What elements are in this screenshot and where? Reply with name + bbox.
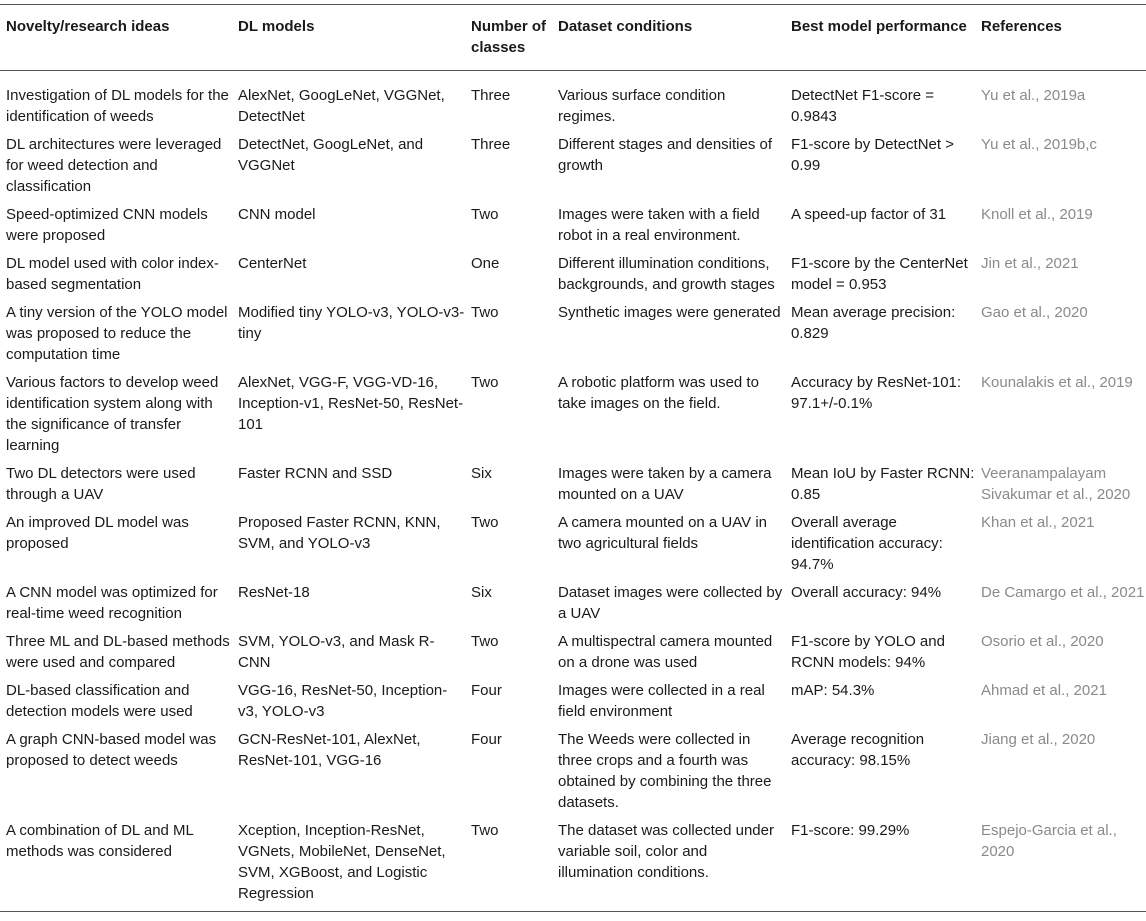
reference-cell: Kounalakis et al., 2019	[981, 374, 1133, 391]
reference-cell: Gao et al., 2020	[981, 304, 1088, 321]
reference-cell: Yu et al., 2019a	[981, 87, 1086, 104]
performance-cell: DetectNet F1-score = 0.9843	[791, 87, 934, 125]
classes-cell: Two	[471, 514, 499, 531]
reference-cell: De Camargo et al., 2021	[981, 584, 1145, 601]
reference-cell: Yu et al., 2019b,c	[981, 136, 1097, 153]
dl-models-cell: CNN model	[238, 206, 316, 223]
header-row	[0, 5, 1146, 71]
header-number-of-classes: Number of classes	[471, 18, 546, 56]
novelty-cell: DL model used with color index-based segmentation	[6, 255, 219, 293]
reference-cell: Veeranampalayam Sivakumar et al., 2020	[981, 465, 1131, 503]
classes-cell: Four	[471, 682, 502, 699]
novelty-cell: Speed-optimized CNN models were proposed	[6, 206, 208, 244]
performance-cell: Overall average identification accuracy: 94.7%	[791, 514, 943, 573]
novelty-cell: A CNN model was optimized for real-time weed recognition	[6, 584, 218, 622]
reference-cell: Jiang et al., 2020	[981, 731, 1096, 748]
table-header	[0, 5, 1146, 71]
classes-cell: Two	[471, 206, 499, 223]
classes-cell: Six	[471, 584, 492, 601]
novelty-cell: DL architectures were leveraged for weed detection and classification	[6, 136, 222, 195]
table-row	[0, 298, 1146, 368]
dl-models-cell: SVM, YOLO-v3, and Mask R-CNN	[238, 633, 435, 671]
table-row	[0, 71, 1146, 131]
classes-cell: One	[471, 255, 500, 272]
classes-cell: Three	[471, 87, 511, 104]
table-row	[0, 368, 1146, 459]
dataset-conditions-cell: A robotic platform was used to take images on the field.	[558, 374, 759, 412]
header-dl-models: DL models	[238, 18, 315, 35]
performance-cell: F1-score by YOLO and RCNN models: 94%	[791, 633, 945, 671]
dl-models-cell: Faster RCNN and SSD	[238, 465, 393, 482]
dl-models-cell: ResNet-18	[238, 584, 310, 601]
table-row	[0, 200, 1146, 249]
dataset-conditions-cell: The Weeds were collected in three crops and a fourth was obtained by combining the three datasets.	[558, 731, 772, 811]
dataset-conditions-cell: Images were taken with a field robot in a real environment.	[558, 206, 760, 244]
novelty-cell: Investigation of DL models for the identification of weeds	[6, 87, 229, 125]
dl-models-cell: AlexNet, VGG-F, VGG-VD-16, Inception-v1, ResNet-50, ResNet-101	[238, 374, 464, 433]
dataset-conditions-cell: Different illumination conditions, backgrounds, and growth stages	[558, 255, 775, 293]
dl-models-cell: Modified tiny YOLO-v3, YOLO-v3-tiny	[238, 304, 465, 342]
dataset-conditions-cell: A camera mounted on a UAV in two agricultural fields	[558, 514, 768, 552]
dl-models-cell: AlexNet, GoogLeNet, VGGNet, DetectNet	[238, 87, 445, 125]
header-novelty: Novelty/research ideas	[6, 18, 170, 35]
performance-cell: mAP: 54.3%	[791, 682, 875, 699]
performance-cell: Overall accuracy: 94%	[791, 584, 942, 601]
dl-models-cell: GCN-ResNet-101, AlexNet, ResNet-101, VGG-16	[238, 731, 421, 769]
novelty-cell: A tiny version of the YOLO model was proposed to reduce the computation time	[6, 304, 228, 363]
performance-cell: Accuracy by ResNet-101: 97.1+/-0.1%	[791, 374, 962, 412]
novelty-cell: Three ML and DL-based methods were used and compared	[6, 633, 230, 671]
performance-cell: F1-score by the CenterNet model = 0.953	[791, 255, 968, 293]
classes-cell: Two	[471, 304, 499, 321]
classes-cell: Two	[471, 374, 499, 391]
performance-cell: Average recognition accuracy: 98.15%	[791, 731, 925, 769]
table-row	[0, 249, 1146, 298]
dataset-conditions-cell: The dataset was collected under variable soil, color and illumination conditions.	[558, 822, 774, 881]
classes-cell: Six	[471, 465, 492, 482]
performance-cell: Mean IoU by Faster RCNN: 0.85	[791, 465, 975, 503]
novelty-cell: A combination of DL and ML methods was considered	[6, 822, 194, 860]
table-row	[0, 627, 1146, 676]
dataset-conditions-cell: Images were taken by a camera mounted on a UAV	[558, 465, 772, 503]
table-row	[0, 459, 1146, 508]
dl-models-cell: CenterNet	[238, 255, 307, 272]
table-row	[0, 725, 1146, 816]
reference-cell: Ahmad et al., 2021	[981, 682, 1107, 699]
header-best-performance: Best model performance	[791, 18, 967, 35]
table-row	[0, 578, 1146, 627]
table-row	[0, 676, 1146, 725]
classes-cell: Two	[471, 822, 499, 839]
dataset-conditions-cell: Synthetic images were generated	[558, 304, 781, 321]
dl-models-cell: DetectNet, GoogLeNet, and VGGNet	[238, 136, 424, 174]
table-body	[0, 71, 1146, 912]
performance-cell: A speed-up factor of 31	[791, 206, 947, 223]
performance-cell: F1-score: 99.29%	[791, 822, 910, 839]
table-row	[0, 816, 1146, 912]
header-dataset-conditions: Dataset conditions	[558, 18, 693, 35]
dataset-conditions-cell: Dataset images were collected by a UAV	[558, 584, 783, 622]
reference-cell: Espejo-Garcia et al., 2020	[981, 822, 1117, 860]
reference-cell: Knoll et al., 2019	[981, 206, 1093, 223]
dataset-conditions-cell: Different stages and densities of growth	[558, 136, 773, 174]
reference-cell: Khan et al., 2021	[981, 514, 1095, 531]
novelty-cell: Two DL detectors were used through a UAV	[6, 465, 196, 503]
dataset-conditions-cell: Various surface condition regimes.	[558, 87, 726, 125]
novelty-cell: DL-based classification and detection models were used	[6, 682, 193, 720]
table-row	[0, 508, 1146, 578]
performance-cell: F1-score by DetectNet > 0.99	[791, 136, 954, 174]
dl-models-cell: Proposed Faster RCNN, KNN, SVM, and YOLO-v3	[238, 514, 441, 552]
novelty-cell: Various factors to develop weed identification system along with the significance of transfer learning	[6, 374, 219, 454]
dataset-conditions-cell: Images were collected in a real field environment	[558, 682, 765, 720]
dataset-conditions-cell: A multispectral camera mounted on a drone was used	[558, 633, 773, 671]
novelty-cell: A graph CNN-based model was proposed to detect weeds	[6, 731, 217, 769]
classes-cell: Four	[471, 731, 502, 748]
classes-cell: Three	[471, 136, 511, 153]
header-references: References	[981, 18, 1062, 35]
weed-detection-table	[0, 4, 1146, 912]
novelty-cell: An improved DL model was proposed	[6, 514, 189, 552]
dl-models-cell: Xception, Inception-ResNet, VGNets, MobileNet, DenseNet, SVM, XGBoost, and Logistic Regression	[238, 822, 446, 902]
table-row	[0, 130, 1146, 200]
reference-cell: Osorio et al., 2020	[981, 633, 1104, 650]
classes-cell: Two	[471, 633, 499, 650]
reference-cell: Jin et al., 2021	[981, 255, 1079, 272]
performance-cell: Mean average precision: 0.829	[791, 304, 956, 342]
dl-models-cell: VGG-16, ResNet-50, Inception-v3, YOLO-v3	[238, 682, 448, 720]
